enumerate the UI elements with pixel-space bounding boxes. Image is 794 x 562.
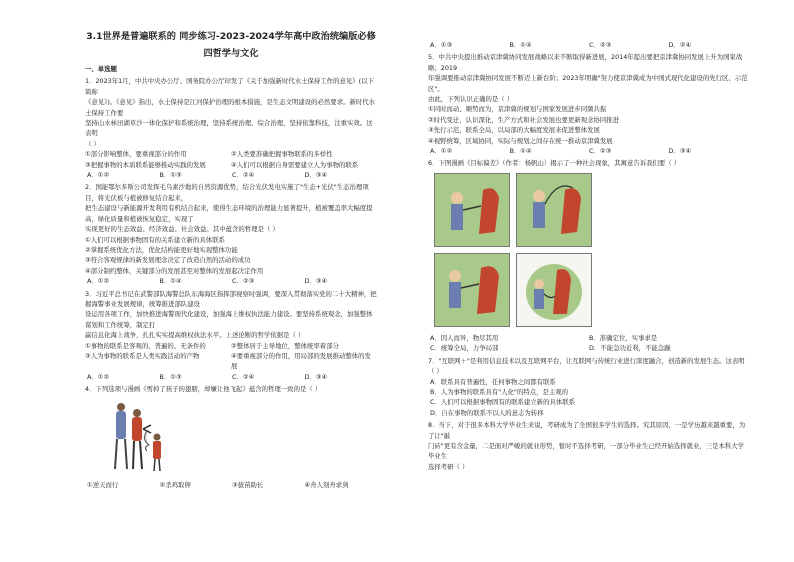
question-2 — [85, 182, 377, 286]
comic-panel-4 — [516, 253, 592, 327]
q3-line: 3．习近平总书记在武警部队海警总队东海海区指挥部视察时强调，要深入贯彻落实党的二十大精神，把握海警事业发展规律，统筹推进部队建设 — [85, 289, 377, 308]
q1-line: 坚持山水林田湖草沙一体化保护和系统治理，坚持系统治理、综合治理，坚持依靠科技，注重实效。这表明 — [85, 119, 373, 138]
q4-answer-row — [428, 40, 748, 50]
q1-line: （ ） — [85, 139, 100, 148]
q5-statement: ④视野统筹，区域协同，实际与规划之间存在统一推动京津冀发展 — [428, 136, 613, 145]
q6-choice-d[interactable]: D．不能急功近利，不能急躁 — [589, 344, 671, 353]
q3-statement: ④要重视部分的作用，用局部的发展推动整体的发展 — [231, 351, 371, 371]
mother-head — [117, 403, 125, 411]
left-column — [85, 0, 377, 490]
question-3 — [85, 289, 377, 383]
q7-choice-a[interactable]: A．联系具有普遍性，任何事物之间都有联系 — [430, 377, 556, 386]
q8-line: 8．当下，对于很多本科大学毕业生来说，考研成为了全国很多学生的选择。究其原因，一是学历越来越重要，为了让"敲 — [428, 421, 746, 440]
man-head — [449, 270, 461, 282]
q5-line: 5．中共中央提出推动京津冀协同发展战略以来不断取得新进展，2014年提出要把京津冀协同发展上升为国家战略；2019 — [428, 53, 743, 72]
q7-choice-b[interactable]: B．人为事物的联系具有"人化"的特点，是主观的 — [430, 387, 569, 396]
comic-target-deviation — [434, 173, 594, 329]
child-head — [154, 433, 161, 440]
q1-line: 1．2023年1月，中共中央办公厅、国务院办公厅印发了《关于加强新时代水土保持工作的意见》(以下简称 — [85, 77, 374, 96]
q1-choice-b[interactable]: B．①③ — [159, 171, 182, 180]
cartoon-parents-cutting-wings — [107, 399, 167, 475]
q5-choice-a[interactable]: A．①② — [430, 147, 453, 156]
q2-line: 2．国能鄂尔多斯公司发挥毛乌素沙地的自然资源优势，结合光伏发电实施了"生态+光伏"生态治理项目，将光伏板与植被修复结合起来， — [85, 183, 369, 202]
q1-line: 《意见》)。《意见》指出，水土保持是江河保护治理的根本措施，是生态文明建设的必然要求。新时代水土保持工作要 — [85, 98, 376, 117]
q3-choice-b[interactable]: B．①③ — [159, 372, 182, 381]
q6-choice-a[interactable]: A．因人而异，物尽其用 — [430, 333, 499, 342]
q3-statement: ②整体居于主导地位，整体统率着部分 — [231, 341, 339, 350]
q3-statement: ①事物的联系是客观的、普遍的、无条件的 — [85, 341, 206, 350]
q5-line: 由此，下列认识正确的是（ ） — [428, 95, 514, 104]
q2-line: 实现更好的生态效益、经济效益、社会效益。其中蕴含的哲理是（ ） — [85, 225, 279, 234]
question-8 — [428, 420, 748, 472]
q4-choice-c[interactable]: C．②③ — [589, 41, 612, 49]
wing-icon — [144, 431, 149, 451]
q2-statement: ④部分制约整体，关键部分的发展甚至对整体的发展起决定作用 — [85, 266, 264, 275]
mother-body — [116, 411, 126, 439]
section-heading: 一、单选题 — [85, 65, 117, 73]
q2-choice-b[interactable]: B．①④ — [159, 277, 182, 286]
child-legs — [154, 459, 160, 471]
q2-statement: ②掌握系统优化方法，优化结构能更好地实现整体功能 — [85, 245, 238, 254]
child-body — [153, 441, 161, 459]
q1-statement: ④人们可以根据自身需要建立人为事物的联系 — [231, 160, 359, 169]
q2-line: 把生态建设与新能源开发利用有机结合起来，使得生态环境的治理能力显著提升，植被覆盖率大幅度提高，绿化质量和植被恢复稳定，实现了 — [85, 204, 373, 223]
q3-line: 设运用各项工作，加快推进海警现代化建设，加强海上维权执法能力建设。要坚持系统观念，加强整体谋划和工作统筹，制定打 — [85, 310, 373, 329]
question-7 — [428, 356, 748, 418]
q7-line: （ ） — [428, 367, 443, 376]
right-column — [428, 40, 748, 472]
q2-choice-d[interactable]: D．③④ — [304, 277, 328, 286]
q7-line: 7．"互联网＋"是利用信息技术以及互联网平台，让互联网与传统行业进行深度融合，创造新的发展生态。这表明 — [428, 356, 745, 365]
q3-statement: ③人为事物的联系是人类实践活动的产物 — [85, 351, 200, 360]
q2-statement: ①人们可以根据事物固有的关系建立新的具体联系 — [85, 235, 225, 244]
question-4 — [85, 384, 377, 490]
question-5 — [428, 52, 748, 156]
man-head — [451, 192, 463, 204]
q1-choice-c[interactable]: C．②④ — [232, 171, 255, 180]
q4-choice-b[interactable]: B．①④ — [509, 41, 532, 49]
q8-line: 门砖"更有含金量，二是面对严峻的就业形势，暂时不选择考研，一部分毕业生已经开始选择就业，三是本科大学毕业生 — [428, 441, 745, 461]
father-head — [133, 409, 141, 417]
q6-choice-b[interactable]: B．准确定位，实事求是 — [589, 333, 658, 342]
man-body — [449, 282, 461, 308]
man-body — [451, 204, 463, 230]
mother-legs — [115, 439, 127, 469]
comic-panel-1 — [434, 173, 510, 247]
q4-choice-a[interactable]: A．①③ — [430, 41, 453, 49]
q5-choice-b[interactable]: B．①④ — [509, 147, 532, 156]
page-title: 3.1世界是普遍联系的 同步练习-2023-2024学年高中政治统编版必修四哲学与文化 — [86, 31, 376, 59]
man-head — [534, 279, 544, 289]
father-legs — [133, 441, 142, 469]
q6-choice-c[interactable]: C．统筹全局，力争局部 — [430, 344, 499, 353]
q3-choice-c[interactable]: C．②④ — [232, 372, 255, 381]
q6-line: 6．下图漫画《目标偏差》（作者：杨帆山）揭示了一种社会现象，其寓意告诉我们要（ ） — [428, 159, 681, 168]
q2-choice-a[interactable]: A．①② — [87, 277, 110, 286]
comic-panel-3 — [434, 253, 510, 327]
q1-choice-a[interactable]: A．①② — [87, 171, 110, 180]
q2-statement: ③符合客观规律的新发展理念决定了改造自然的活动的成功 — [85, 256, 251, 265]
comic-panel-2 — [516, 173, 592, 247]
father-body — [132, 417, 142, 441]
q4-statement: ④舟人刻舟求剑 — [304, 481, 349, 489]
q4-statement: ①逆天而行 — [87, 481, 119, 489]
q5-choice-c[interactable]: C．②③ — [589, 147, 612, 156]
q7-choice-d[interactable]: D．自在事物的联系不以人的意志为转移 — [430, 408, 544, 417]
q5-choice-d[interactable]: D．③④ — [668, 147, 692, 156]
question-6 — [428, 158, 748, 353]
q5-statement: ①同时而动、顺势而为，京津冀的规划与国家发展进步同频共振 — [428, 105, 607, 114]
q3-line: 赢信息化海上战争，扎扎实实提高维权执法水平。上述论断的哲学依据是（ ） — [85, 331, 305, 340]
q4-statement: ③拔苗助长 — [232, 481, 264, 489]
q3-choice-a[interactable]: A．①② — [87, 372, 110, 381]
q8-line: 选择考研（ ） — [428, 462, 469, 471]
q5-line: 年强调要推动京津冀协同发展不断迈上新台阶；2023年明确"努力使京津冀成为中国式现代化建设的先行区、示范区"。 — [428, 74, 748, 93]
q1-statement: ①部分影响整体，要重视部分的作用 — [85, 150, 187, 159]
q4-choice-d[interactable]: D．②④ — [668, 41, 692, 49]
q1-statement: ③把握事物的本质联系能够推动实践的发展 — [85, 160, 206, 169]
q7-choice-c[interactable]: C．人们可以根据事物固有的联系建立新的具体联系 — [430, 398, 576, 407]
q4-statement: ②杀鸡取卵 — [159, 481, 191, 489]
man-head — [533, 190, 545, 202]
q3-choice-d[interactable]: D．③④ — [304, 372, 328, 381]
q5-statement: ②时代变迁，认识深化，生产方式和社会发展也要更新观念协同推进 — [428, 115, 620, 124]
man-body — [534, 289, 544, 309]
q4-line: 4．下列选项与漫画《剪掉了孩子的翅膀，却嫌让他飞起》蕴含的哲理一致的是（ ） — [85, 385, 322, 394]
q1-choice-d[interactable]: D．③④ — [304, 171, 328, 180]
q5-statement: ③先行示范，联系全局，以局部的大幅度发展来促进整体发展 — [428, 126, 600, 135]
q1-statement: ②人类要准确把握事物联系的多样性 — [231, 150, 333, 159]
man-body — [533, 202, 545, 228]
q2-choice-c[interactable]: C．②③ — [232, 277, 255, 286]
question-1 — [85, 76, 377, 180]
